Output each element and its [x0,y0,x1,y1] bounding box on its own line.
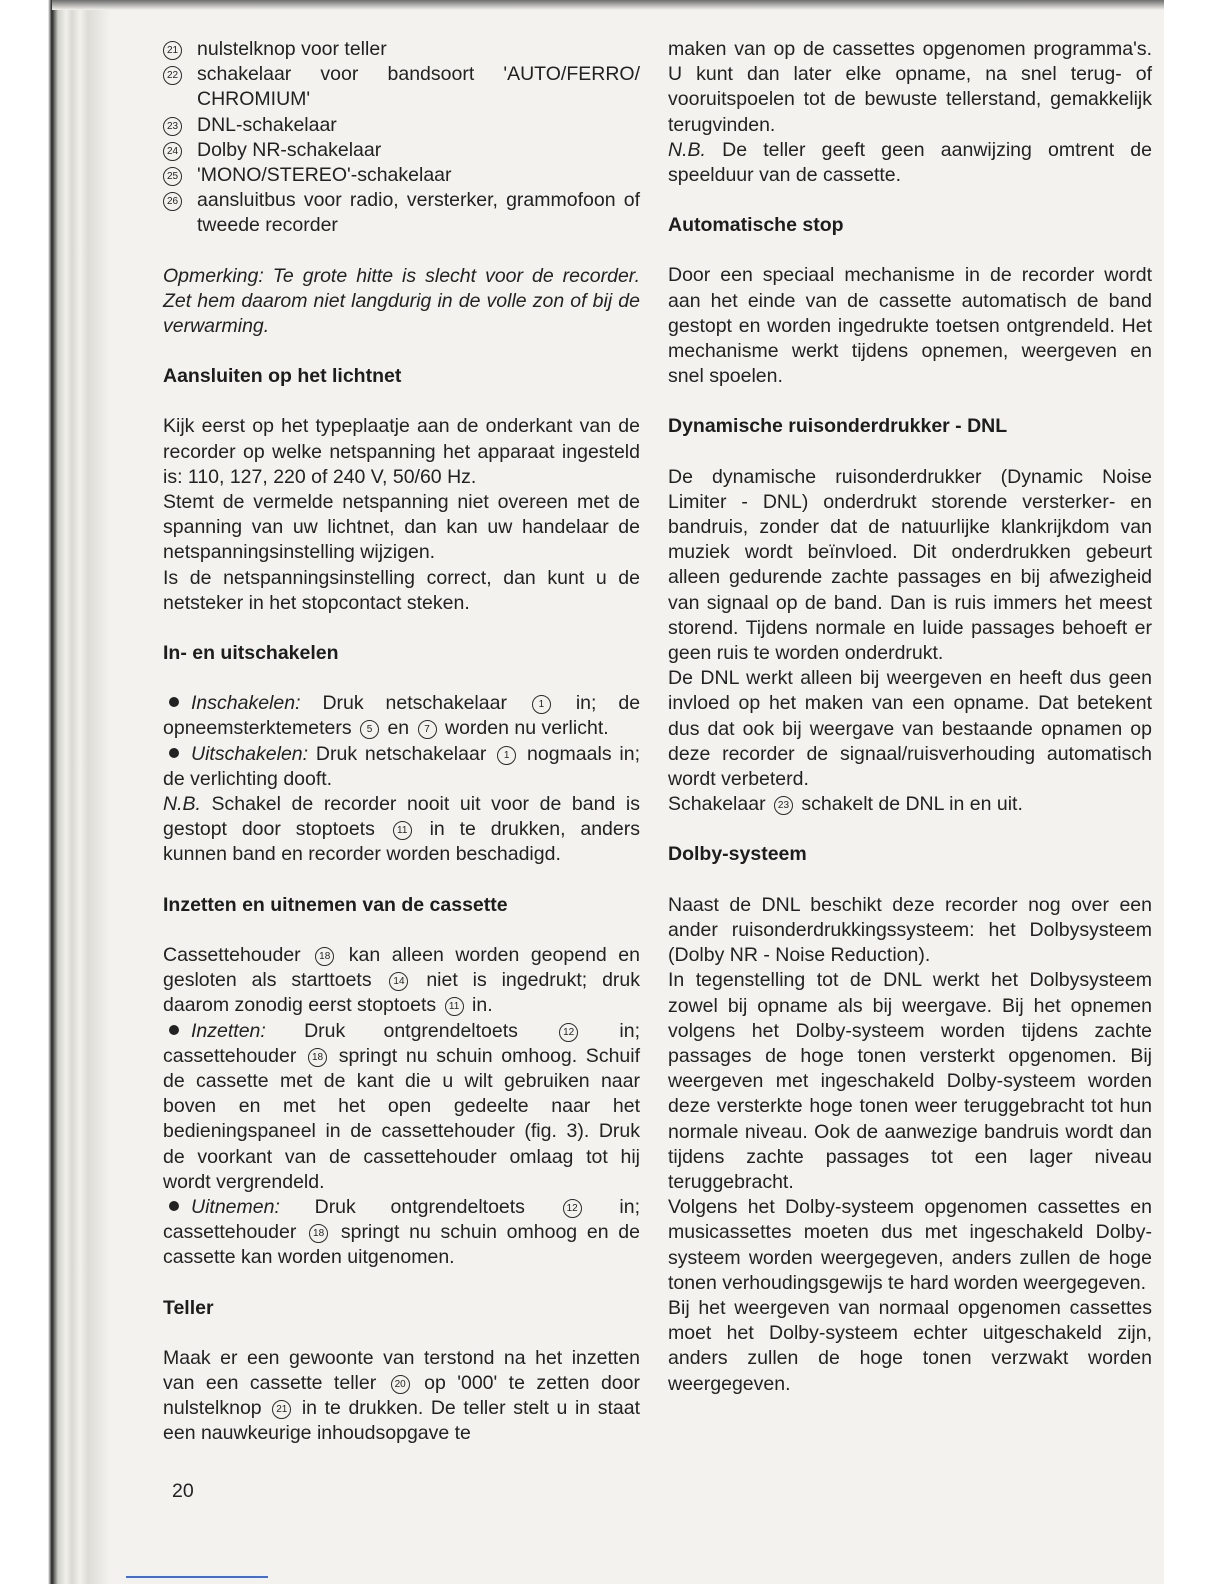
ref-number: 23 [774,796,793,815]
paragraph: Door een speciaal mechanisme in de recorder wordt aan het einde van de cassette automatisch de band gestopt en worden ingedrukte toetsen ontgrendeld. Het mechanisme werkt tijdens opnemen, weergeven en snel spoelen. [668,264,1152,388]
paragraph: maken van op de cassettes opgenomen programma's. U kunt dan later elke opname, na snel terug- of vooruitspoelen tot de bewuste tellerstand, gemakkelijk terugvinden. [668,38,1152,136]
ref-number: 18 [308,1048,327,1067]
heading-aansluiten: Aansluiten op het lichtnet [163,365,402,388]
list-item-text: DNL-schakelaar [197,113,337,136]
ref-number: 18 [315,947,334,966]
ref-number: 11 [445,997,464,1016]
book-spine [52,0,110,1584]
ref-number: 23 [163,117,182,136]
heading-automatische-stop: Automatische stop [668,214,844,237]
right-column [668,37,1152,1397]
list-item [163,163,640,188]
ref-number: 26 [163,192,182,211]
ref-number: 12 [563,1199,582,1218]
ref-number: 22 [163,66,182,85]
paragraph: Naast de DNL beschikt deze recorder nog over een ander ruisonderdrukkingssysteem: het Dolbysysteem (Dolby NR - Noise Reduction). [668,893,1152,967]
ref-number: 20 [391,1375,410,1394]
ref-number: 18 [309,1224,328,1243]
paragraph: Cassettehouder 18 kan alleen worden geopend en gesloten als starttoets 14 niet is ingedrukt; druk daarom zonodig eerst stoptoets 11 in. [163,943,641,1017]
paragraph: Bij het weergeven van normaal opgenomen cassettes moet het Dolby-systeem echter uitgeschakeld zijn, anders zullen de hoge tonen verzwakt worden weergegeven. [668,1296,1152,1395]
selection-underline [126,1576,268,1578]
paragraph: De DNL werkt alleen bij weergeven en heeft dus geen invloed op het maken van een opname. Dat betekent dus dat ook bij weergave van bestaande opnamen op deze recorder de signaal/ruisverhouding automatisch wordt verbeterd. [668,667,1152,791]
heading-teller: Teller [163,1296,214,1319]
heading-dolby: Dolby-systeem [668,843,807,866]
top-edge [52,0,1164,10]
list-item-text: schakelaar voor bandsoort 'AUTO/FERRO/ CHROMIUM' [197,63,640,111]
ref-number: 14 [389,972,408,991]
paragraph: Maak er een gewoonte van terstond na het inzetten van een cassette teller 20 op '000' te zetten door nulstelknop 21 in te drukken. De teller stelt u in staat een nauwkeurige inhoudsopgave te [163,1346,641,1445]
paragraph: Schakelaar 23 schakelt de DNL in en uit. [668,793,1023,816]
list-item [163,138,640,163]
paragraph-inschakelen: Inschakelen: Druk netschakelaar 1 in; de opneemsterktemeters 5 en 7 worden nu verlicht. [163,692,641,740]
bullet [169,1025,179,1035]
ref-number: 21 [163,41,182,60]
ref-number: 25 [163,167,182,186]
list-item-text: aansluitbus voor radio, versterker, grammofoon of tweede recorder [197,189,640,237]
ref-number: 24 [163,142,182,161]
ref-number: 12 [559,1023,578,1042]
paragraph-uitschakelen: Uitschakelen: Druk netschakelaar 1 nogmaals in; de verlichting dooft. [163,742,640,790]
ref-number: 1 [497,746,516,765]
paragraph-uitnemen: Uitnemen: Druk ontgrendeltoets 12 in; cassettehouder 18 springt nu schuin omhoog en de cassette kan worden uitgenomen. [163,1195,641,1269]
list-item [163,62,640,112]
bullet [169,748,179,758]
paragraph: Kijk eerst op het typeplaatje aan de onderkant van de recorder op welke netspanning het apparaat ingesteld is: 110, 127, 220 of 240 V, 50/60 Hz. [163,415,640,488]
bullet [169,1201,179,1211]
paragraph: Stemt de vermelde netspanning niet overeen met de spanning van uw lichtnet, dan kan uw handelaar de netspanningsinstelling wijzigen. [163,491,640,564]
heading-in-uitschakelen: In- en uitschakelen [163,642,339,665]
scan-shadow [0,0,60,1584]
list-item-text: Dolby NR-schakelaar [197,138,382,161]
paragraph-inzetten: Inzetten: Druk ontgrendeltoets 12 in; cassettehouder 18 springt nu schuin omhoog. Schuif de cassette met de kant die u wilt gebruiken naar boven en met het open gedeelte naar het bedieningspaneel in de cassettehouder (fig. 3). Druk de voorkant van de cassettehouder omlaag tot hij wordt vergrendeld. [163,1019,641,1193]
ref-number: 7 [418,720,437,739]
list-item [163,37,640,62]
paragraph: Volgens het Dolby-systeem opgenomen cassettes en musicassettes moeten dus met ingeschakeld Dolby-systeem worden weergegeven, anders zullen de hoge tonen verhoudingsgewijs te hard worden weergegeven. [668,1196,1152,1294]
ref-number: 11 [393,821,412,840]
legend-list [163,37,640,239]
left-column [163,37,640,1447]
paragraph-nb: N.B. Schakel de recorder nooit uit voor de band is gestopt door stoptoets 11 in te drukken, anders kunnen band en recorder worden beschadigd. [163,793,641,866]
paragraph: In tegenstelling tot de DNL werkt het Dolbysysteem zowel bij opname als bij weergave. Bij het opnemen volgens het Dolby-systeem worden tijdens zachte passages de hoge tonen versterkt opgenomen. Bij weergeven met ingeschakeld Dolby-systeem worden deze versterkte hoge tonen weer teruggebracht tot hun normale niveau. Ook de aanwezige bandruis wordt dan tijdens zachte passages tot een lager niveau teruggebracht. [668,969,1152,1193]
remark-paragraph: Opmerking: Te grote hitte is slecht voor de recorder. Zet hem daarom niet langdurig in de volle zon of bij de verwarming. [163,264,640,338]
ref-number: 5 [360,720,379,739]
heading-dnl: Dynamische ruisonderdrukker - DNL [668,415,1008,438]
paragraph-nb: N.B. De teller geeft geen aanwijzing omtrent de speelduur van de cassette. [668,138,1152,187]
list-item [163,188,640,238]
list-item-text: nulstelknop voor teller [197,38,387,60]
list-item [163,113,640,138]
list-item-text: 'MONO/STEREO'-schakelaar [197,164,452,187]
paragraph: Is de netspanningsinstelling correct, dan kunt u de netsteker in het stopcontact steken. [163,566,640,614]
heading-cassette: Inzetten en uitnemen van de cassette [163,893,508,916]
page-number: 20 [172,1480,194,1502]
bullet [169,697,179,707]
ref-number: 21 [272,1400,291,1419]
paragraph: De dynamische ruisonderdrukker (Dynamic Noise Limiter - DNL) onderdrukt storende versterker- en bandruis, zonder dat de natuurlijke klankrijkdom van muziek wordt beïnvloed. Dit onderdrukken gebeurt alleen gedurende zachte passages en bij afwezigheid van signaal op de band. Dan is ruis immers het meest storend. Tijdens normale en luide passages behoeft er geen ruis te worden onderdrukt. [668,465,1152,665]
ref-number: 1 [532,695,551,714]
